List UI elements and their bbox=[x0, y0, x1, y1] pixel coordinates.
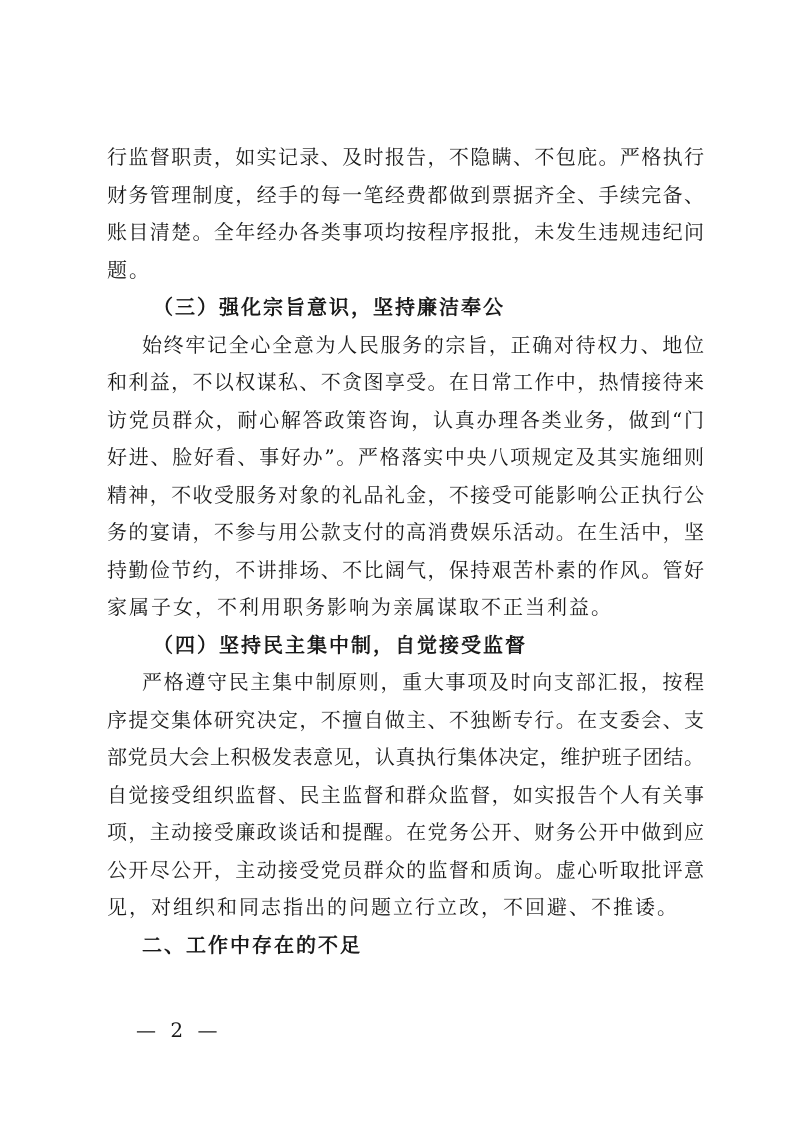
section-heading-3: （三）强化宗旨意识，坚持廉洁奉公 bbox=[153, 295, 505, 319]
body-line: 题。 bbox=[107, 257, 151, 282]
body-line: 访党员群众，耐心解答政策咨询，认真办理各类业务，做到“门 bbox=[107, 407, 704, 432]
body-line: 公开尽公开，主动接受党员群众的监督和质询。虚心听取批评意 bbox=[107, 857, 704, 882]
document-body bbox=[107, 139, 704, 964]
body-line: 部党员大会上积极发表意见，认真执行集体决定，维护班子团结。 bbox=[107, 745, 704, 769]
body-line: 见，对组织和同志指出的问题立行立改，不回避、不推诿。 bbox=[107, 895, 679, 919]
body-line: 行监督职责，如实记录、及时报告，不隐瞒、不包庇。严格执行 bbox=[107, 145, 704, 169]
body-line: 持勤俭节约，不讲排场、不比阔气，保持艰苦朴素的作风。管好 bbox=[107, 557, 704, 582]
page-number: — 2 — bbox=[136, 1018, 222, 1042]
chapter-heading-2: 二、工作中存在的不足 bbox=[142, 932, 362, 957]
body-line: 自觉接受组织监督、民主监督和群众监督，如实报告个人有关事 bbox=[107, 782, 704, 807]
body-line: 财务管理制度，经手的每一笔经费都做到票据齐全、手续完备、 bbox=[107, 182, 704, 207]
body-line: 始终牢记全心全意为人民服务的宗旨，正确对待权力、地位 bbox=[142, 332, 704, 357]
body-line: 严格遵守民主集中制原则，重大事项及时向支部汇报，按程 bbox=[142, 670, 704, 694]
body-line: 务的宴请，不参与用公款支付的高消费娱乐活动。在生活中，坚 bbox=[107, 520, 704, 544]
body-line: 和利益，不以权谋私、不贪图享受。在日常工作中，热情接待来 bbox=[107, 370, 704, 394]
body-line: 账目清楚。全年经办各类事项均按程序报批，未发生违规违纪问 bbox=[107, 220, 704, 244]
body-line: 好进、脸好看、事好办”。严格落实中央八项规定及其实施细则 bbox=[107, 445, 704, 469]
body-line: 精神，不收受服务对象的礼品礼金，不接受可能影响公正执行公 bbox=[107, 482, 704, 507]
section-heading-4: （四）坚持民主集中制，自觉接受监督 bbox=[153, 632, 527, 657]
body-line: 家属子女，不利用职务影响为亲属谋取不正当利益。 bbox=[107, 595, 613, 619]
body-line: 项，主动接受廉政谈话和提醒。在党务公开、财务公开中做到应 bbox=[107, 820, 704, 844]
body-line: 序提交集体研究决定，不擅自做主、不独断专行。在支委会、支 bbox=[107, 707, 704, 732]
